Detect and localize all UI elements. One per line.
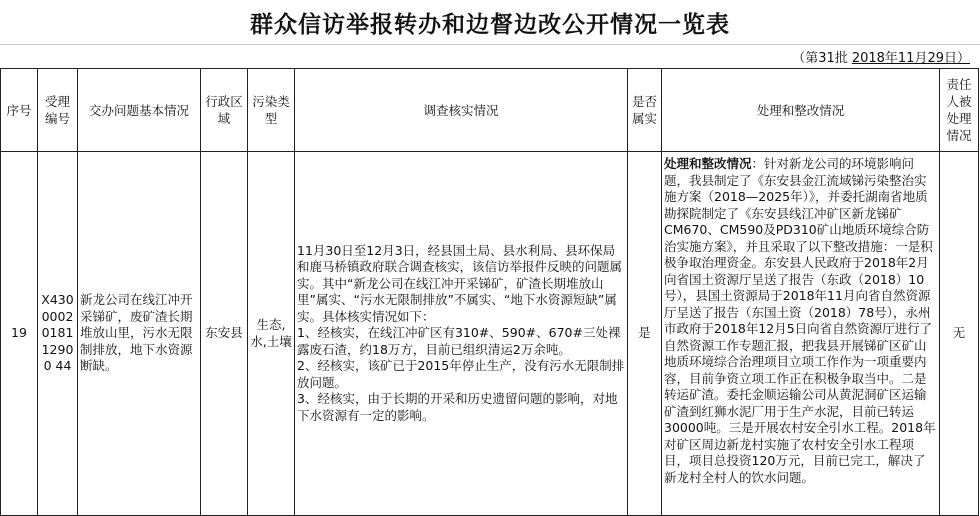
col-header-recv-no[interactable]: 受理编号 <box>38 69 78 152</box>
col-header-accountability[interactable]: 责任人被处理情况 <box>940 69 979 152</box>
col-header-verified[interactable]: 是否属实 <box>628 69 662 152</box>
page-title: 群众信访举报转办和边督边改公开情况一览表 <box>0 0 980 45</box>
table-row <box>1 152 979 516</box>
handling-body: ：针对新龙公司的环境影响问题，我县制定了《东安县金江流域锑污染整治实施方案（2018—2025年）》，并委托湖南省地质勘探院制定了《东安县线江冲矿区新龙锑矿CM670、CM590及PD310矿山地质环境综合防治实施方案》，并且采取了以下整改措施：一是积极争取治理资金。东安县人民政府于2018年2月向省国土资源厅呈送了报告（东政（2018）10号），县国土资源局于2018年11月向省自然资源厅呈送了报告（东国土资（2018）78号），永州市政府于2018年12月5日向省自然资源厅进行了自然资源工作专题汇报，把我县开展锑矿区矿山地质环境综合治理项目立项工作作为一项重要内容，目前争资立项工作正在积极争取当中。二是转运矿渣。委托金顺运输公司从黄泥洞矿区运输矿渣到红狮水泥厂用于生产水泥，目前已转运30000吨。三是开展农村安全引水工程。2018年对矿区周边新龙村实施了农村安全引水工程项目，项目总投资120万元，目前已完工，解决了新龙村全村人的饮水问题。 <box>664 156 936 485</box>
col-header-pollution[interactable]: 污染类型 <box>248 69 295 152</box>
date-label: 2018年11月29日） <box>851 50 970 66</box>
handling-label: 处理和整改情况 <box>664 156 752 171</box>
col-header-handling[interactable]: 处理和整改情况 <box>662 69 940 152</box>
cell-verified[interactable]: 是 <box>628 152 662 516</box>
cell-investigation[interactable]: 11月30日至12月3日，经县国土局、县水利局、县环保局和鹿马桥镇政府联合调查核实，该信访举报件反映的问题属实。其中“新龙公司在线江冲开采锑矿，矿渣长期堆放山里”属实、“污水无限制排放”不属实、“地下水资源短缺”属实。具体核实情况如下： 1、经核实，在线江冲矿区有310#、590#、670#三处裸露废石渣，约18万方，目前已组织清运2万余吨。 2、经核实，该矿已于2015年停止生产，没有污水无限制排放问题。 3、经核实，由于长期的开采和历史遗留问题的影响，对地下水资源有一定的影响。 <box>295 152 628 516</box>
cell-accountability[interactable]: 无 <box>940 152 979 516</box>
cell-handling[interactable] <box>662 152 940 516</box>
report-table <box>0 68 979 516</box>
cell-seq[interactable]: 19 <box>1 152 38 516</box>
col-header-region[interactable]: 行政区域 <box>201 69 248 152</box>
col-header-seq[interactable]: 序号 <box>1 69 38 152</box>
batch-date-line <box>792 46 970 66</box>
header-row <box>1 69 979 152</box>
batch-label: （第31批 <box>792 50 848 66</box>
cell-issue[interactable]: 新龙公司在线江冲开采锑矿，废矿渣长期堆放山里，污水无限制排放，地下水资源断缺。 <box>78 152 201 516</box>
cell-pollution[interactable]: 生态,水,土壤 <box>248 152 295 516</box>
col-header-issue[interactable]: 交办问题基本情况 <box>78 69 201 152</box>
cell-region[interactable]: 东安县 <box>201 152 248 516</box>
cell-recv-no[interactable]: X4300002018112900 44 <box>38 152 78 516</box>
col-header-investigation[interactable]: 调查核实情况 <box>295 69 628 152</box>
